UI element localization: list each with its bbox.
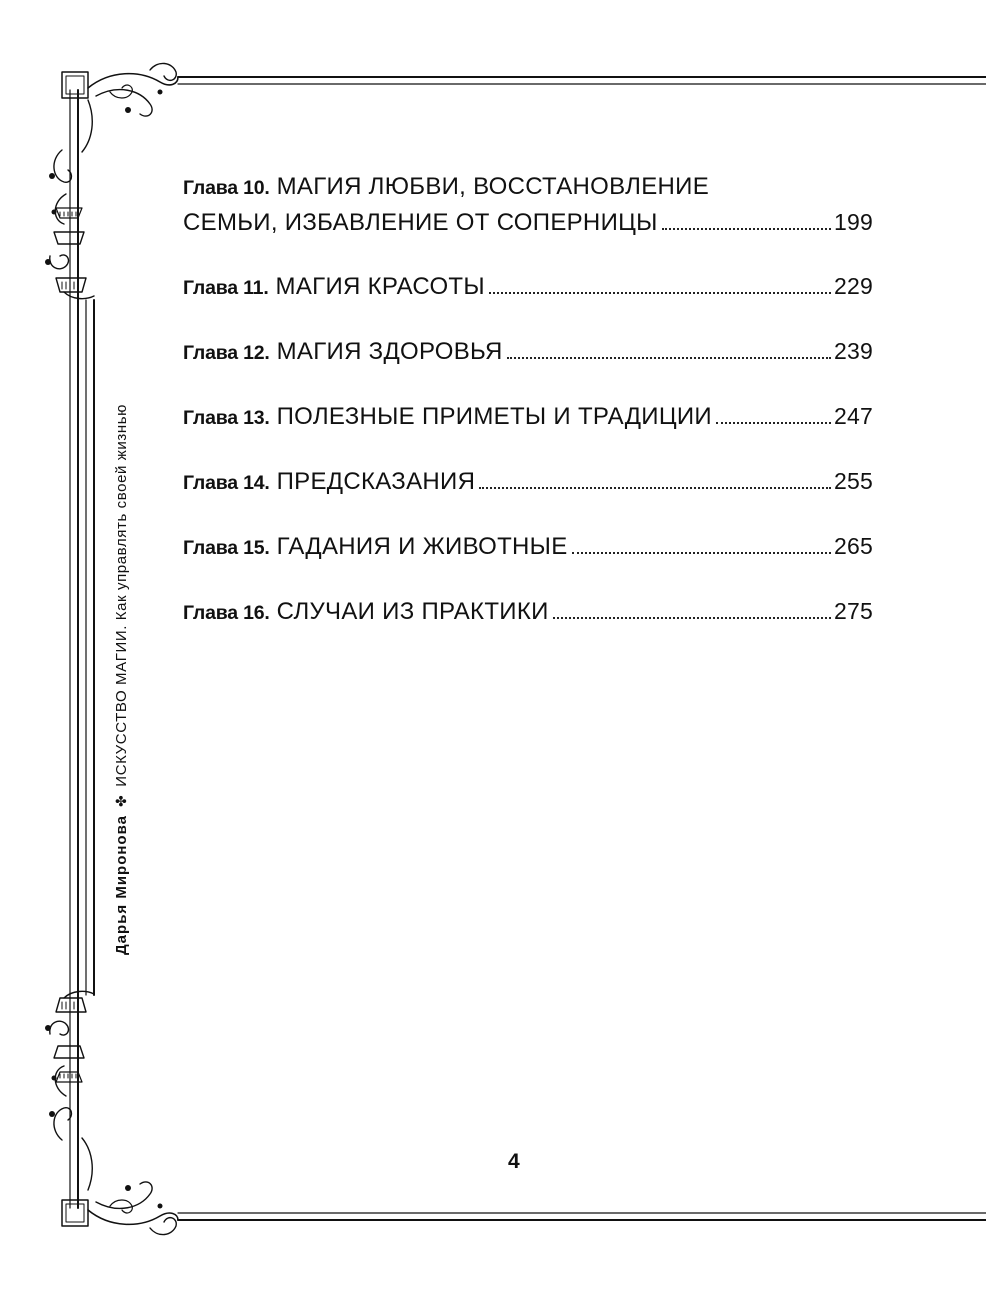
dot-leader	[479, 486, 831, 489]
dot-leader	[489, 291, 831, 294]
chapter-label: Глава 12.	[183, 342, 270, 364]
toc-entry-chapter-13[interactable]	[183, 399, 873, 435]
page-number: 239	[834, 338, 873, 364]
chapter-title: ГАДАНИЯ И ЖИВОТНЫЕ	[276, 533, 568, 560]
chapter-title-line2: СЕМЬИ, ИЗБАВЛЕНИЕ ОТ СОПЕРНИЦЫ	[183, 209, 658, 236]
page-number: 229	[834, 273, 873, 299]
chapter-title-line1: МАГИЯ ЛЮБВИ, ВОССТАНОВЛЕНИЕ	[276, 173, 710, 200]
chapter-label: Глава 10.	[183, 177, 270, 199]
chapter-title: ПРЕДСКАЗАНИЯ	[276, 468, 476, 495]
toc-entry-chapter-12[interactable]	[183, 334, 873, 370]
page-number: 275	[834, 598, 873, 624]
page-number: 247	[834, 403, 873, 429]
chapter-label: Глава 11.	[183, 277, 269, 299]
page-number: 255	[834, 468, 873, 494]
toc-entry-chapter-14[interactable]	[183, 464, 873, 500]
toc-entry-chapter-10[interactable]	[183, 170, 873, 240]
chapter-label: Глава 15.	[183, 537, 270, 559]
folio-page-number: 4	[508, 1150, 520, 1173]
toc-entry-chapter-15[interactable]	[183, 529, 873, 565]
dot-leader	[572, 551, 831, 554]
toc-entry-chapter-16[interactable]	[183, 594, 873, 630]
chapter-label: Глава 16.	[183, 602, 270, 624]
dot-leader	[716, 421, 831, 424]
dot-leader	[507, 356, 831, 359]
page-number: 265	[834, 533, 873, 559]
chapter-title: МАГИЯ ЗДОРОВЬЯ	[276, 338, 503, 365]
spine-text	[109, 315, 133, 955]
page-number: 199	[834, 209, 873, 235]
chapter-title: МАГИЯ КРАСОТЫ	[275, 273, 485, 300]
chapter-title: СЛУЧАИ ИЗ ПРАКТИКИ	[276, 598, 549, 625]
chapter-title: ПОЛЕЗНЫЕ ПРИМЕТЫ И ТРАДИЦИИ	[276, 403, 712, 430]
chapter-label: Глава 14.	[183, 472, 270, 494]
dot-leader	[553, 616, 831, 619]
table-of-contents	[183, 170, 873, 630]
spine-author: Дарья Миронова	[112, 815, 130, 955]
dot-leader	[662, 227, 831, 230]
spine-separator-icon: ✤	[112, 794, 129, 808]
toc-entry-chapter-11[interactable]	[183, 269, 873, 305]
spine-book-title: ИСКУССТВО МАГИИ. Как управлять своей жизнью	[112, 404, 130, 787]
chapter-label: Глава 13.	[183, 407, 270, 429]
